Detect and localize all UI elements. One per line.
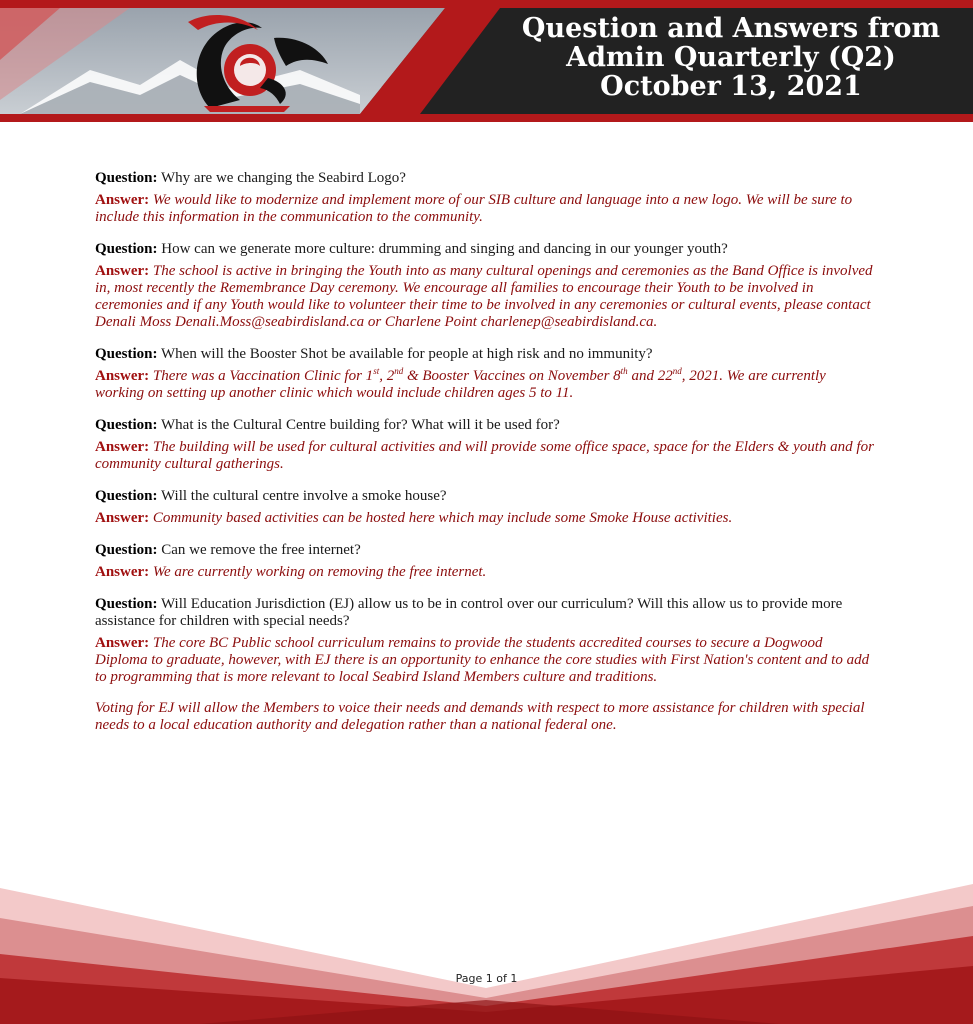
qa-item [95, 241, 875, 331]
qa-item [95, 170, 875, 226]
page-footer [0, 870, 973, 1024]
question-label: Question: [95, 596, 158, 612]
answer-label: Answer: [95, 368, 150, 384]
question-label: Question: [95, 417, 158, 433]
ordinal-suffix: nd [394, 366, 404, 376]
answer-fragment: There was a Vaccination Clinic for 1 [152, 368, 374, 384]
question-text: What is the Cultural Centre building for? What will it be used for? [161, 417, 560, 433]
answer-text: Community based activities can be hosted here which may include some Smoke House activities. [152, 510, 733, 526]
answer-fragment: , 2 [379, 368, 395, 384]
answer [95, 564, 875, 581]
question [95, 346, 875, 363]
question [95, 542, 875, 559]
answer-label: Answer: [95, 564, 150, 580]
qa-item [95, 488, 875, 527]
answer [95, 192, 875, 226]
answer-label: Answer: [95, 263, 150, 279]
question [95, 417, 875, 434]
question-text: Can we remove the free internet? [161, 542, 361, 558]
qa-item [95, 596, 875, 734]
question-label: Question: [95, 488, 158, 504]
answer-text: We are currently working on removing the free internet. [152, 564, 487, 580]
answer-text: The building will be used for cultural activities and will provide some office space, space for the Elders & youth and for community cultural gatherings. [95, 439, 874, 472]
title-line-1: Question and Answers from [521, 13, 941, 44]
question-text: When will the Booster Shot be available for people at high risk and no immunity? [161, 346, 653, 362]
page-number: Page 1 of 1 [455, 972, 518, 985]
question-label: Question: [95, 241, 158, 257]
answer [95, 368, 875, 402]
document-title [500, 14, 962, 101]
question [95, 170, 875, 187]
question-label: Question: [95, 542, 158, 558]
answer-continued: Voting for EJ will allow the Members to voice their needs and demands with respect to more assistance for children with special needs to a local education authority and delegation rather than a national federal one. [95, 700, 865, 733]
qa-item [95, 346, 875, 402]
question-text: Will Education Jurisdiction (EJ) allow us to be in control over our curriculum? Will this allow us to provide more assistance for children with special needs? [95, 596, 843, 629]
ordinal-suffix: th [620, 366, 628, 376]
question-text: Why are we changing the Seabird Logo? [161, 170, 406, 186]
qa-item [95, 417, 875, 473]
answer-label: Answer: [95, 510, 150, 526]
answer-label: Answer: [95, 439, 150, 455]
answer-text: We would like to modernize and implement more of our SIB culture and language into a new logo. We will be sure to include this information in the communication to the community. [95, 192, 853, 225]
qa-item [95, 542, 875, 581]
title-line-2: Admin Quarterly (Q2) [566, 42, 896, 73]
question [95, 488, 875, 505]
title-line-3: October 13, 2021 [600, 71, 862, 102]
question-text: How can we generate more culture: drumming and singing and dancing in our younger youth? [161, 241, 728, 257]
question [95, 241, 875, 258]
answer-fragment: and 22 [627, 368, 673, 384]
answer [95, 263, 875, 331]
answer [95, 635, 875, 686]
question-label: Question: [95, 346, 158, 362]
ordinal-suffix: st [373, 366, 380, 376]
ordinal-suffix: nd [672, 366, 682, 376]
seabird-logo-icon [180, 8, 340, 118]
answer-fragment: & Booster Vaccines on November 8 [403, 368, 621, 384]
answer-fragment: , 2021. We are currently working on setting up another clinic which would include children ages 5 to 11. [95, 368, 826, 401]
answer-text [95, 368, 826, 401]
answer-text: The core BC Public school curriculum remains to provide the students accredited courses to secure a Dogwood Diploma to graduate, however, with EJ there is an opportunity to enhance the core studies with First Nation's content and to add to programming that is more relevant to local Seabird Island Members culture and traditions. [95, 635, 870, 685]
answer-text: The school is active in bringing the Youth into as many cultural openings and ceremonies as the Band Office is involved in, most recently the Remembrance Day ceremony. We encourage all families to encourage their Youth to be involved in ceremonies and if any Youth would like to volunteer their time to be involved in any ceremonies or cultural events, please contact Denali Moss Denali.Moss@seabirdisland.ca or Charlene Point charlenep@seabirdisland.ca. [95, 263, 873, 330]
answer-label: Answer: [95, 635, 150, 651]
footer-waves [0, 870, 973, 1024]
answer-label: Answer: [95, 192, 150, 208]
answer [95, 439, 875, 473]
question [95, 596, 875, 630]
answer [95, 510, 875, 527]
page-header [0, 0, 973, 124]
question-label: Question: [95, 170, 158, 186]
qa-list [95, 170, 875, 749]
question-text: Will the cultural centre involve a smoke house? [161, 488, 447, 504]
